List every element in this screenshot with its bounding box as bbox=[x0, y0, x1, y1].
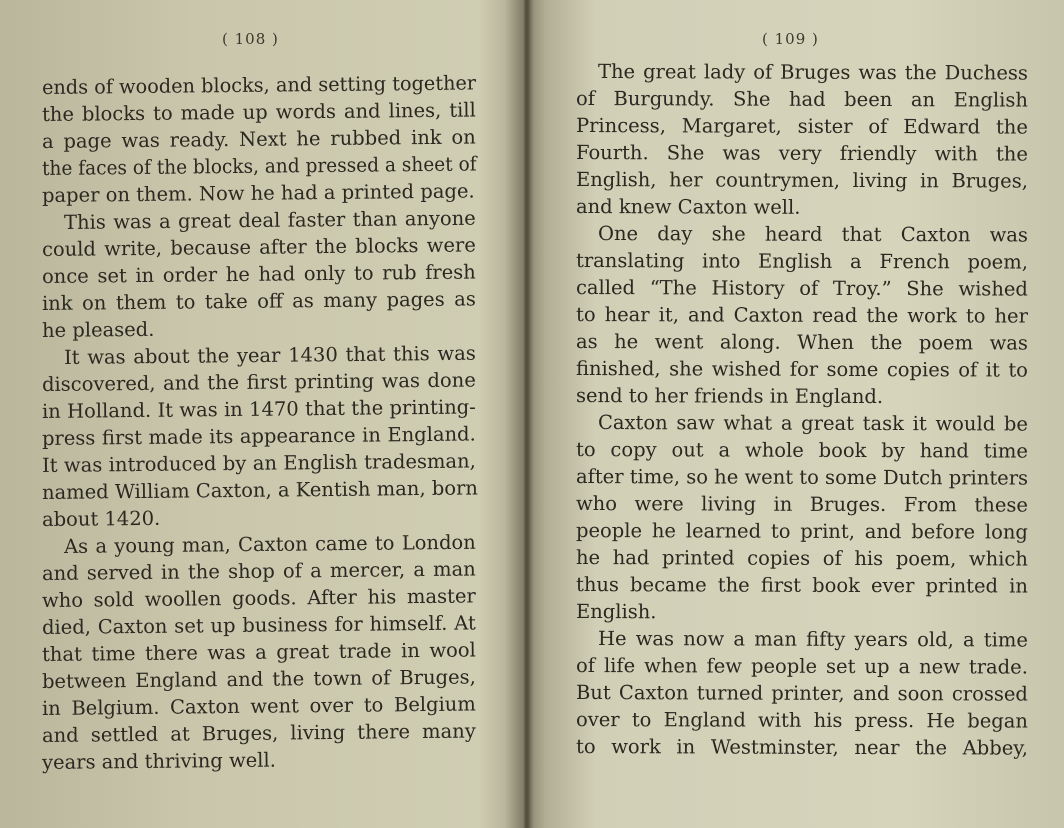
text-line: the faces of the blocks, and pressed a sheet of bbox=[41, 152, 477, 180]
text-line: named William Caxton, a Kentish man, born bbox=[41, 476, 479, 504]
text-line: died, Caxton set up business for himself. At bbox=[41, 611, 476, 639]
text-line: over to England with his press. He began bbox=[575, 708, 1028, 733]
right-page-number: ( 109 ) bbox=[762, 30, 819, 48]
text-line: translating into English a French poem, bbox=[575, 249, 1028, 274]
text-line: the blocks to made up words and lines, till bbox=[41, 98, 476, 126]
text-line: press first made its appearance in England. bbox=[41, 422, 476, 450]
text-line: of Burgundy. She had been an English bbox=[575, 87, 1028, 112]
text-line: and served in the shop of a mercer, a man bbox=[41, 557, 476, 585]
text-line: But Caxton turned printer, and soon crossed bbox=[575, 681, 1028, 706]
text-line: One day she heard that Caxton was bbox=[597, 222, 1028, 247]
text-line: to hear it, and Caxton read the work to her bbox=[575, 303, 1028, 328]
text-line: English, her countrymen, living in Bruges, bbox=[575, 168, 1028, 193]
text-line: Caxton saw what a great task it would be bbox=[597, 411, 1028, 436]
text-line: paper on them. Now he had a printed page. bbox=[41, 179, 475, 207]
text-line: who were living in Bruges. From these bbox=[575, 492, 1028, 517]
left-page-number: ( 108 ) bbox=[222, 30, 279, 48]
text-line: and knew Caxton well. bbox=[575, 195, 801, 219]
text-line: once set in order he had only to rub fresh bbox=[41, 260, 476, 288]
text-line: of life when few people set up a new trade. bbox=[575, 654, 1028, 679]
text-line: to work in Westminster, near the Abbey, bbox=[575, 735, 1028, 760]
left-page bbox=[0, 0, 522, 828]
text-line: between England and the town of Bruges, bbox=[41, 665, 476, 693]
text-line: This was a great deal faster than anyone bbox=[63, 206, 476, 234]
text-line: about 1420. bbox=[41, 506, 161, 531]
right-page bbox=[526, 0, 1064, 828]
text-line: send to her friends in England. bbox=[575, 384, 884, 409]
text-line: after time, so he went to some Dutch printers bbox=[575, 465, 1029, 490]
text-line: He was now a man fifty years old, a time bbox=[597, 627, 1028, 652]
text-line: as he went along. When the poem was bbox=[575, 330, 1028, 355]
text-line: a page was ready. Next he rubbed ink on bbox=[41, 125, 476, 153]
text-line: Princess, Margaret, sister of Edward the bbox=[575, 114, 1028, 139]
text-line: ink on them to take off as many pages as bbox=[41, 287, 476, 315]
text-line: people he learned to print, and before long bbox=[575, 519, 1028, 544]
text-line: in Holland. It was in 1470 that the printing- bbox=[41, 395, 476, 423]
text-line: in Belgium. Caxton went over to Belgium bbox=[41, 692, 476, 720]
text-line: finished, she wished for some copies of it to bbox=[575, 357, 1028, 382]
text-line: he had printed copies of his poem, which bbox=[575, 546, 1028, 571]
text-line: could write, because after the blocks were bbox=[41, 233, 476, 261]
text-line: called “The History of Troy.” She wished bbox=[575, 276, 1028, 301]
text-line: and settled at Bruges, living there many bbox=[41, 719, 476, 747]
text-line: The great lady of Bruges was the Duchess bbox=[597, 60, 1028, 85]
text-line: thus became the first book ever printed in bbox=[575, 573, 1028, 598]
text-line: As a young man, Caxton came to London bbox=[63, 530, 476, 558]
text-line: ends of wooden blocks, and setting together bbox=[41, 71, 477, 99]
text-line: who sold woollen goods. After his master bbox=[41, 584, 476, 612]
text-line: It was about the year 1430 that this was bbox=[63, 341, 476, 369]
text-line: English. bbox=[575, 600, 657, 624]
text-line: to copy out a whole book by hand time bbox=[575, 438, 1028, 463]
text-line: he pleased. bbox=[41, 317, 155, 342]
text-line: discovered, and the first printing was done bbox=[41, 368, 476, 396]
text-line: Fourth. She was very friendly with the bbox=[575, 141, 1028, 166]
text-line: It was introduced by an English tradesman, bbox=[41, 449, 476, 477]
text-line: that time there was a great trade in wool bbox=[41, 638, 476, 666]
text-line: years and thriving well. bbox=[41, 748, 277, 774]
